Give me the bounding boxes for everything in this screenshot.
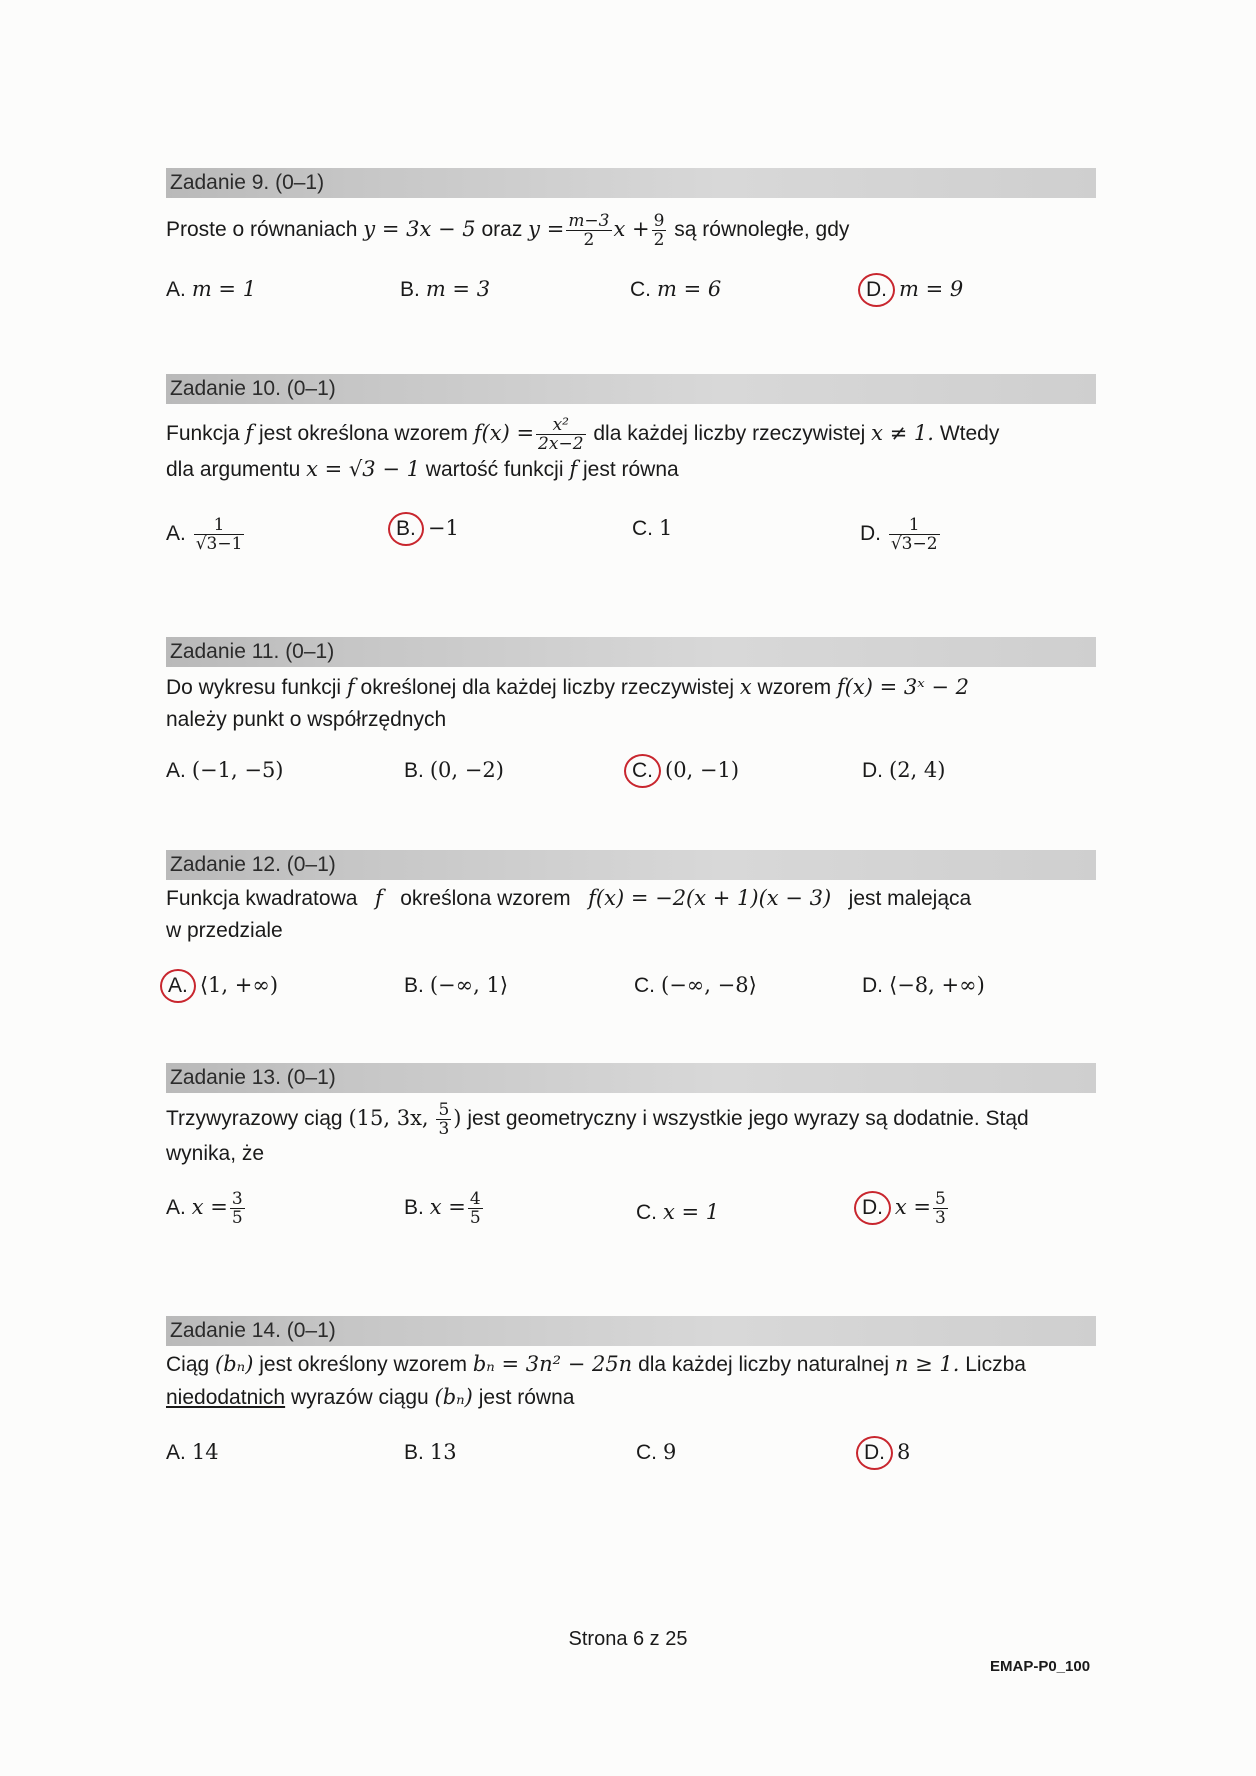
answer-b[interactable]: B. −1 [390,516,459,541]
answer-b[interactable]: B. (0, −2) [404,758,504,782]
answer-b[interactable]: B. x = $\frac{4}{5}$ [404,1189,481,1228]
answer-options [166,277,1096,317]
equation: y = [528,217,565,242]
task-14 [166,1316,1096,1480]
answer-d[interactable]: D. ⟨−8, +∞) [862,973,985,997]
task-header: Zadanie 9. (0–1) [166,168,1096,198]
selected-answer-mark: D. [856,1436,893,1470]
document-code: EMAP-P0_100 [990,1658,1091,1675]
question-text: Proste o równaniach [166,218,358,242]
answer-a[interactable]: A. x = $\frac{3}{5}$ [166,1189,243,1228]
task-header: Zadanie 13. (0–1) [166,1063,1096,1093]
question-text: oraz [481,218,523,242]
task-header: Zadanie 11. (0–1) [166,637,1096,667]
selected-answer-mark: C. [624,754,661,788]
answer-a[interactable]: A. m = 1 [166,277,257,301]
task-10 [166,374,1096,562]
answer-d[interactable]: D. (2, 4) [862,758,946,782]
answer-a[interactable]: A. (−1, −5) [166,758,284,782]
answer-d[interactable]: D. m = 9 [860,277,963,302]
task-header: Zadanie 10. (0–1) [166,374,1096,404]
selected-answer-mark: A. [160,969,196,1003]
answer-d[interactable]: D. $\frac{1}{√3-2}$ [860,515,938,554]
task-question: Trzywyrazowy ciąg (15, 3x, $\frac{5}{3}$ ) jest geometryczny i wszystkie jego wyrazy są dodatnie. Stąd wynika, że [166,1100,1029,1165]
answer-a[interactable]: A. $\frac{1}{√3-1}$ [166,515,243,554]
answer-b[interactable]: B. m = 3 [400,277,491,301]
fraction: $\frac{m-3}{2}$ [568,211,610,250]
fraction: $\frac{9}{2}$ [653,211,665,250]
task-header: Zadanie 14. (0–1) [166,1316,1096,1346]
equation: x + [613,217,650,242]
task-question: Ciąg (bₙ) jest określony wzorem bₙ = 3n² − 25n dla każdej liczby naturalnej n ≥ 1. Liczba niedodatnich wyrazów ciągu (bₙ) jest równa [166,1352,1026,1409]
task-11 [166,637,1096,798]
answer-b[interactable]: B. (−∞, 1⟩ [404,973,509,997]
fraction: $\frac{\text{x²}}{2x-2}$ [538,415,584,454]
task-header: Zadanie 12. (0–1) [166,850,1096,880]
fraction: $\frac{5}{3}$ [438,1100,450,1139]
selected-answer-mark: D. [854,1191,891,1225]
task-question: Do wykresu funkcji f określonej dla każdej liczby rzeczywistej x wzorem f(x) = 3ˣ − 2 należy punkt o współrzędnych [166,675,969,731]
selected-answer-mark: D. [858,273,895,307]
task-question: Funkcja kwadratowa f określona wzorem f(x) = −2(x + 1)(x − 3) jest malejąca w przedziale [166,886,972,942]
task-question [166,212,1096,249]
answer-d[interactable]: D. 8 [858,1440,910,1465]
answer-a[interactable]: A. ⟨1, +∞) [162,973,278,998]
answer-options [166,758,1096,798]
question-text: są równoległe, gdy [674,218,850,242]
answer-options [166,1190,1096,1240]
answer-options [166,1440,1096,1480]
task-12 [166,850,1096,1013]
task-13 [166,1063,1096,1240]
answer-a[interactable]: A. 14 [166,1440,219,1464]
answer-c[interactable]: C. (−∞, −8⟩ [634,973,757,997]
answer-c[interactable]: C. x = 1 [636,1200,720,1224]
answer-b[interactable]: B. 13 [404,1440,457,1464]
answer-options [166,516,1096,562]
answer-c[interactable]: C. 1 [632,516,673,540]
page-number: Strona 6 z 25 [568,1628,688,1650]
answer-d[interactable]: D. x = $\frac{5}{3}$ [856,1190,950,1227]
answer-c[interactable]: C. 9 [636,1440,677,1464]
task-9 [166,168,1096,317]
task-question: Funkcja f jest określona wzorem f(x) = $\frac{\text{x²}}{2x-2}$ dla każdej liczby rzeczywistej x ≠ 1. Wtedy dla argumentu x = √3 − 1 wartość funkcji f jest równa [166,415,1000,481]
answer-c[interactable]: C. m = 6 [630,277,722,301]
answer-options [166,973,1096,1013]
answer-c[interactable]: C. (0, −1) [626,758,739,783]
selected-answer-mark: B. [388,512,424,546]
equation: y = 3x − 5 [363,217,476,242]
